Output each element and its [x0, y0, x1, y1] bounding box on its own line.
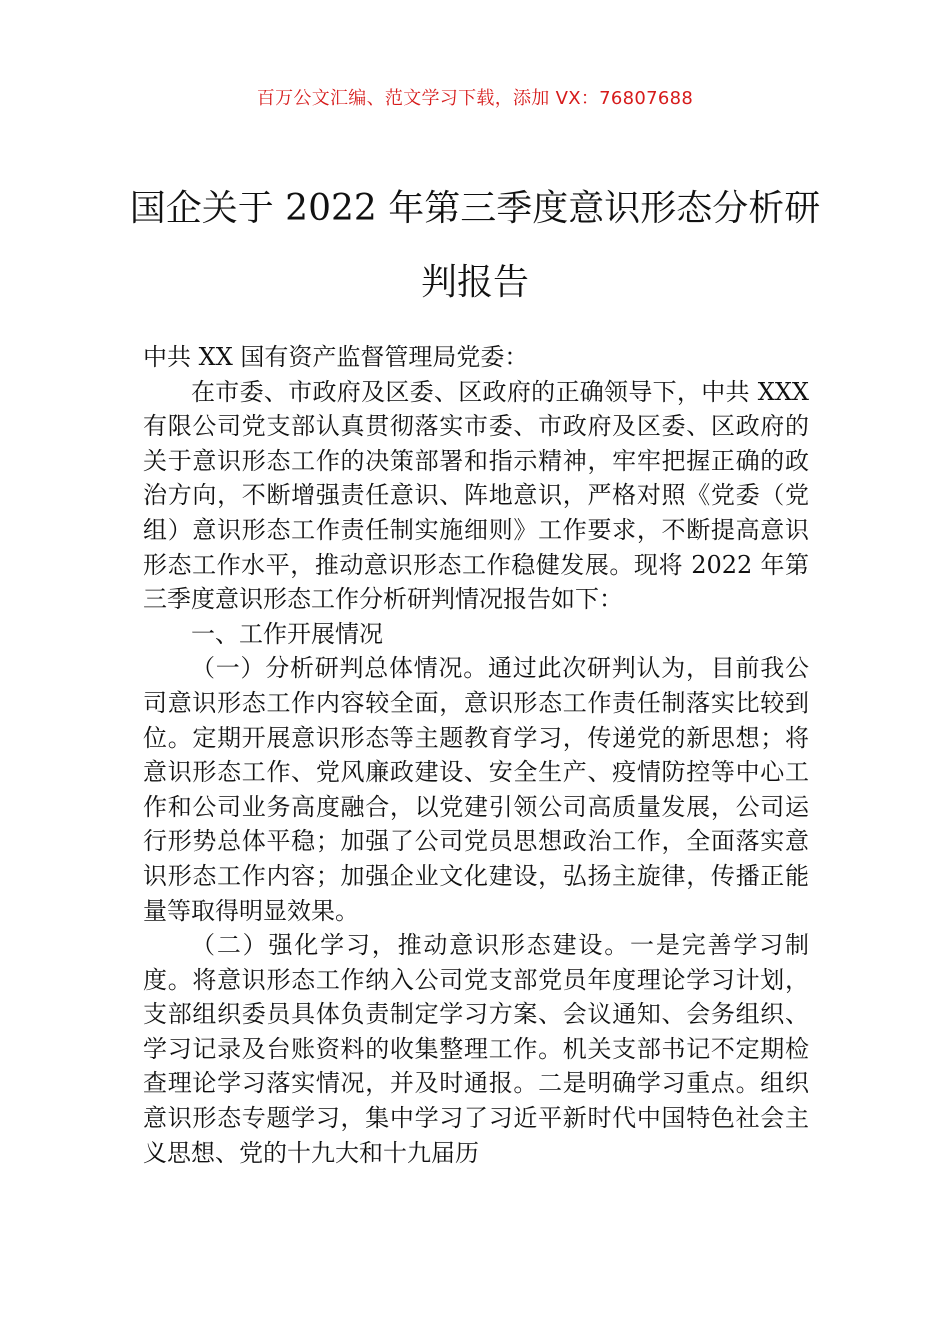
paragraph-intro: 在市委、市政府及区委、区政府的正确领导下，中共 XXX 有限公司党支部认真贯彻落实市委、市政府及区委、区政府的关于意识形态工作的决策部署和指示精神，牢牢把握正确的政治方向，不断增强责任意识、阵地意识，严格对照《党委（党组）意识形态工作责任制实施细则》工作要求，不断提高意识形态工作水平，推动意识形态工作稳健发展。现将 2022 年第三季度意识形态工作分析研判情况报告如下：: [143, 377, 809, 614]
salutation: 中共 XX 国有资产监督管理局党委：: [143, 343, 529, 371]
section-heading-work-status: 一、工作开展情况: [191, 619, 383, 648]
paragraph-strengthen-study: （二）强化学习，推动意识形态建设。一是完善学习制度。将意识形态工作纳入公司党支部党员年度理论学习计划，支部组织委员具体负责制定学习方案、会议通知、会务组织、学习记录及台账资料的收集整理工作。机关支部书记不定期检查理论学习落实情况，并及时通报。二是明确学习重点。组织意识形态专题学习，集中学习了习近平新时代中国特色社会主义思想、党的十九大和十九届历: [143, 931, 809, 1167]
document-title: 国企关于 2022 年第三季度意识形态分析研判报告: [129, 188, 821, 303]
document-body: [143, 340, 809, 1170]
paragraph-overall-analysis: （一）分析研判总体情况。通过此次研判认为，目前我公司意识形态工作内容较全面，意识形态工作责任制落实比较到位。定期开展意识形态等主题教育学习，传递党的新思想；将意识形态工作、党风廉政建设、安全生产、疫情防控等中心工作和公司业务高度融合，以党建引领公司高质量发展，公司运行形势总体平稳；加强了公司党员思想政治工作，全面落实意识形态工作内容；加强企业文化建设，弘扬主旋律，传播正能量等取得明显效果。: [143, 654, 809, 925]
header-watermark-note: 百万公文汇编、范文学习下载，添加 VX：76807688: [256, 88, 694, 109]
